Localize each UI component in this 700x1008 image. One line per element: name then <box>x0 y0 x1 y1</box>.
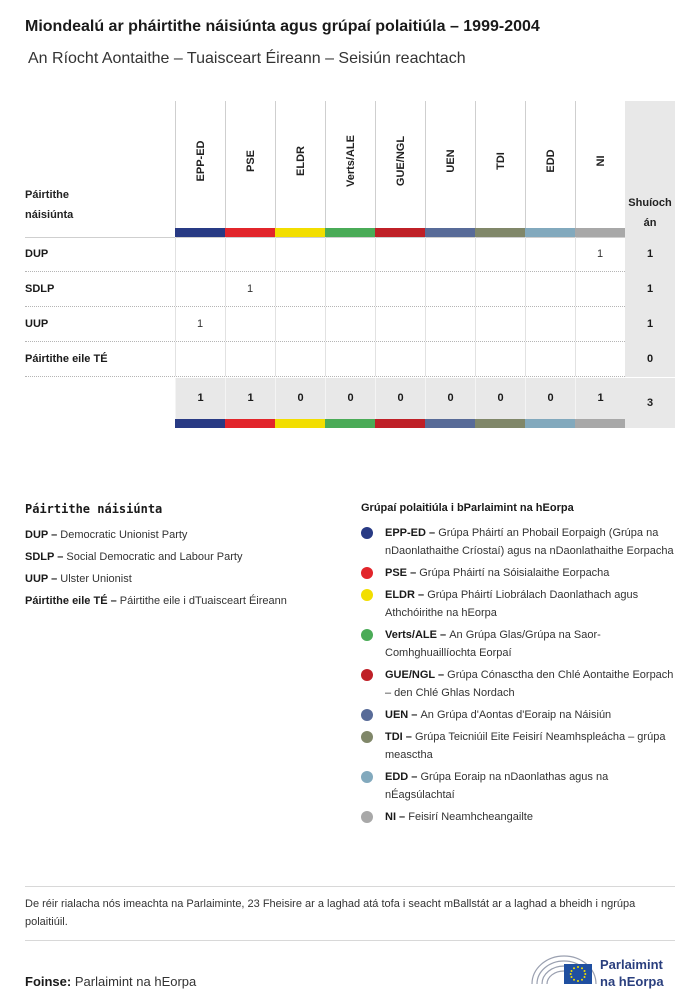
source-label: Foinse: <box>25 974 72 989</box>
seat-cell: 1 <box>596 248 604 260</box>
legend-name: Feisirí Neamhcheangailte <box>408 811 533 823</box>
seat-cell <box>275 307 325 342</box>
grand-total-cell: 3 <box>625 378 675 428</box>
seat-cell <box>375 307 425 342</box>
group-legend-item <box>361 728 676 764</box>
legend-abbr: Verts/ALE – <box>385 629 450 641</box>
group-color-bar <box>525 228 575 237</box>
parliament-logo <box>530 950 680 990</box>
legend-dot-icon <box>361 629 373 641</box>
seat-cell <box>325 272 375 307</box>
column-total-cell: 0 <box>375 378 425 419</box>
seat-cell <box>275 342 325 377</box>
column-header <box>175 101 225 228</box>
legend-name: Grúpa Pháirtí Liobrálach Daonlathach agus Athchóirithe na hEorpa <box>385 589 639 619</box>
legend-dot-icon <box>361 669 373 681</box>
total-header-line: Shuíoch <box>628 197 672 209</box>
total-header-line: án <box>643 217 657 229</box>
national-legend-item <box>25 568 345 590</box>
column-header <box>325 101 375 228</box>
legend-dot-icon <box>361 589 373 601</box>
seat-cell <box>475 272 525 307</box>
legend-abbr: ELDR – <box>385 589 428 601</box>
group-legend-item <box>361 666 676 702</box>
legend-abbr: NI – <box>385 811 409 823</box>
seat-cell <box>575 272 625 307</box>
legend-name: Grúpa Teicniúil Eite Feisirí Neamhspleácha – grúpa measctha <box>385 731 666 761</box>
group-legend-item <box>361 706 676 724</box>
column-label: GUE/NGL <box>394 135 407 187</box>
seat-cell <box>375 237 425 272</box>
national-legend-item <box>25 590 345 612</box>
column-label: UEN <box>444 149 457 173</box>
seat-cell <box>225 237 275 272</box>
group-color-bar <box>325 228 375 237</box>
legend-abbr: UUP – <box>25 573 61 585</box>
group-color-bar <box>175 228 225 237</box>
group-color-bar <box>375 228 425 237</box>
column-label: Verts/ALE <box>344 135 357 187</box>
seat-cell <box>425 237 475 272</box>
source-line <box>25 974 196 989</box>
seat-cell <box>375 342 425 377</box>
chart-title: Miondealú ar pháirtithe náisiúnta agus grúpaí polaitiúla – 1999-2004 <box>25 18 540 35</box>
legend-dot-icon <box>361 811 373 823</box>
seat-cell <box>325 342 375 377</box>
legend-name: An Grúpa Glas/Grúpa na Saor-Comhghuaillíochta Eorpaí <box>385 629 601 659</box>
legend-name: Grúpa Eoraip na nDaonlathas agus na nÉagsúlachtaí <box>385 771 609 801</box>
column-header <box>525 101 575 228</box>
group-color-bar <box>225 228 275 237</box>
row-total-cell: 1 <box>625 272 675 307</box>
seat-cell <box>225 307 275 342</box>
party-name: DUP <box>25 248 49 260</box>
party-name: UUP <box>25 318 49 330</box>
party-name: SDLP <box>25 283 55 295</box>
legend-abbr: SDLP – <box>25 551 67 563</box>
legend-abbr: EDD – <box>385 771 421 783</box>
seat-cell <box>525 342 575 377</box>
legend-dot-icon <box>361 709 373 721</box>
legend-dot-icon <box>361 527 373 539</box>
chart-subtitle: An Ríocht Aontaithe – Tuaisceart Éireann – Seisiún reachtach <box>28 50 466 67</box>
column-header <box>575 101 625 228</box>
table-row <box>25 342 675 377</box>
legend-abbr: EPP-ED – <box>385 527 439 539</box>
seat-cell <box>475 342 525 377</box>
legend-name: Grúpa Cónasctha den Chlé Aontaithe Eorpach – den Chlé Ghlas Nordach <box>385 669 674 699</box>
column-total-cell: 1 <box>225 378 275 419</box>
column-header <box>275 101 325 228</box>
seat-cell <box>425 342 475 377</box>
seat-cell <box>425 307 475 342</box>
row-header-line: náisiúnta <box>25 209 74 221</box>
national-legend-heading: Páirtithe náisiúnta <box>25 502 163 516</box>
column-label: TDI <box>494 152 507 170</box>
seat-cell <box>325 307 375 342</box>
legend-abbr: DUP – <box>25 529 61 541</box>
seat-cell: 1 <box>246 283 254 295</box>
row-total-cell: 0 <box>625 342 675 377</box>
group-color-bar <box>475 228 525 237</box>
seat-cell: 1 <box>196 318 204 330</box>
seat-cell <box>575 307 625 342</box>
column-total-cell: 0 <box>525 378 575 419</box>
seat-cell <box>175 237 225 272</box>
seat-cell <box>525 237 575 272</box>
column-header <box>475 101 525 228</box>
column-label: EDD <box>544 149 557 173</box>
seat-cell <box>275 237 325 272</box>
column-label: NI <box>594 155 607 167</box>
legend-name: Social Democratic and Labour Party <box>66 551 243 563</box>
divider <box>25 886 675 887</box>
table-row <box>25 272 675 307</box>
group-legend-item <box>361 524 676 560</box>
seat-cell <box>375 272 425 307</box>
totals-row <box>175 378 675 428</box>
groups-legend-heading: Grúpaí polaitiúla i bParlaimint na hEorpa <box>361 502 574 514</box>
column-label: EPP-ED <box>194 140 207 182</box>
column-total-cell: 1 <box>175 378 225 419</box>
seat-cell <box>475 307 525 342</box>
seat-cell <box>325 237 375 272</box>
group-legend-item <box>361 586 676 622</box>
table-row <box>25 237 675 272</box>
group-legend-item <box>361 564 676 582</box>
seat-cell <box>575 342 625 377</box>
political-groups-legend <box>361 502 676 830</box>
legend-name: An Grúpa d'Aontas d'Eoraip na Náisiún <box>420 709 612 721</box>
seat-cell <box>525 272 575 307</box>
group-color-bar <box>425 228 475 237</box>
column-total-cell: 1 <box>575 378 625 419</box>
seat-cell <box>175 342 225 377</box>
column-header <box>425 101 475 228</box>
national-parties-legend <box>25 502 345 612</box>
source-value: Parlaimint na hEorpa <box>74 974 197 989</box>
logo-line2: na hEorpa <box>600 974 664 989</box>
legend-dot-icon <box>361 731 373 743</box>
seat-table <box>25 101 675 429</box>
legend-abbr: PSE – <box>385 567 420 579</box>
group-legend-item <box>361 626 676 662</box>
seat-cell <box>225 342 275 377</box>
legend-name: Grúpa Pháirtí na Sóisialaithe Eorpacha <box>419 567 610 579</box>
column-label: PSE <box>244 149 257 173</box>
row-header-line: Páirtithe <box>25 189 70 201</box>
seat-cell <box>475 237 525 272</box>
column-total-cell: 0 <box>425 378 475 419</box>
row-total-cell: 1 <box>625 307 675 342</box>
hemicycle-icon <box>530 950 598 986</box>
seat-cell <box>425 272 475 307</box>
seat-cell <box>525 307 575 342</box>
group-color-bar <box>275 228 325 237</box>
legend-name: Grúpa Pháirtí an Phobail Eorpaigh (Grúpa na nDaonlathaithe Críostaí) agus na nDaonlathaithe Eorpacha <box>385 527 674 557</box>
national-legend-item <box>25 546 345 568</box>
seat-cell <box>275 272 325 307</box>
row-header <box>25 185 73 225</box>
column-total-cell: 0 <box>475 378 525 419</box>
row-total-cell: 1 <box>625 237 675 272</box>
legend-name: Democratic Unionist Party <box>60 529 188 541</box>
legend-name: Páirtithe eile i dTuaisceart Éireann <box>119 595 287 607</box>
table-row <box>25 307 675 342</box>
column-total-cell: 0 <box>325 378 375 419</box>
column-label: ELDR <box>294 146 307 176</box>
total-header <box>625 101 675 237</box>
column-total-cell: 0 <box>275 378 325 419</box>
legend-dot-icon <box>361 771 373 783</box>
logo-line1: Parlaimint <box>600 957 663 972</box>
group-color-bar <box>575 228 625 237</box>
divider <box>25 940 675 941</box>
legend-abbr: Páirtithe eile TÉ – <box>25 595 120 607</box>
legend-dot-icon <box>361 567 373 579</box>
group-legend-item <box>361 768 676 804</box>
legend-abbr: TDI – <box>385 731 415 743</box>
legend-abbr: GUE/NGL – <box>385 669 448 681</box>
legend-name: Ulster Unionist <box>60 573 132 585</box>
column-header <box>375 101 425 228</box>
column-header <box>225 101 275 228</box>
footnote: De réir rialacha nós imeachta na Parlaiminte, 23 Fheisire ar a laghad atá tofa i seacht mBallstát ar a laghad a bheidh i ngrúpa polaitiúil. <box>25 898 636 928</box>
national-legend-item <box>25 524 345 546</box>
party-name: Páirtithe eile TÉ <box>25 353 108 365</box>
group-legend-item <box>361 808 676 826</box>
seat-cell <box>175 272 225 307</box>
legend-abbr: UEN – <box>385 709 421 721</box>
